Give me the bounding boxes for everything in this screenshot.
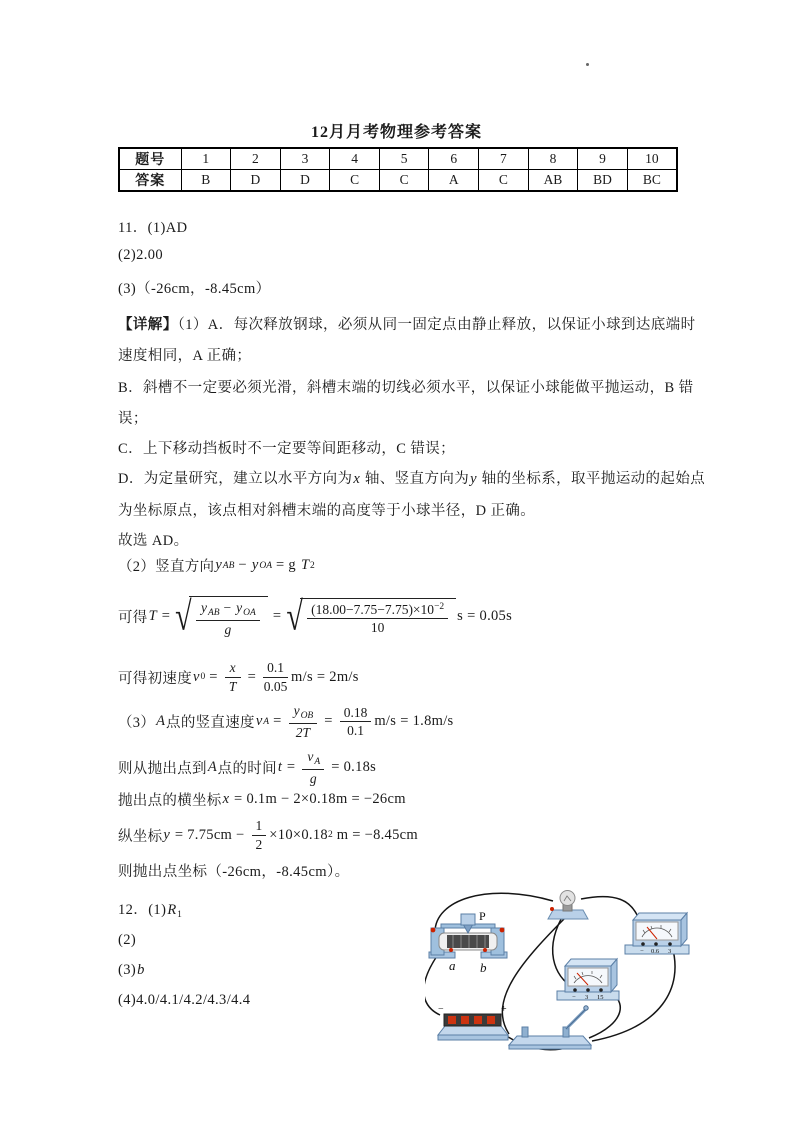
radical: √ $\frac{(18.00-7.75-7.75)\times 10^{-2}}{10}$ <box>286 598 456 636</box>
detail-label: 【详解】 <box>118 317 178 333</box>
ammeter-minus-label: − <box>640 948 644 955</box>
question-number-label: 题号 <box>119 148 181 170</box>
question-number-cell: 8 <box>528 148 578 170</box>
question-number-cell: 2 <box>231 148 281 170</box>
question-number-cell: 1 <box>181 148 231 170</box>
question-number-cell: 3 <box>280 148 330 170</box>
answer-cell: D <box>280 170 330 192</box>
rheostat <box>429 909 507 975</box>
circuit-diagram <box>425 888 790 1060</box>
q12-answer-4: (4)4.0/4.1/4.2/4.3/4.4 <box>118 992 251 1008</box>
battery-minus-label: − <box>438 1004 444 1015</box>
ammeter-06-label: 0.6 <box>651 948 660 955</box>
q11-detail-line-3: B．斜槽不一定要必须光滑，斜槽末端的切线必须水平，以保证小球能做平抛运动，B 错 <box>118 380 694 396</box>
q11-conclusion: 则抛出点坐标（-26cm，-8.45cm）。 <box>118 864 350 880</box>
table-row <box>119 148 677 170</box>
rheostat-terminal-b-dot <box>483 948 487 952</box>
switch <box>509 1006 591 1049</box>
question-number-cell: 6 <box>429 148 479 170</box>
q11-detail-line-5: C．上下移动挡板时不一定要等间距移动，C 错误； <box>118 441 456 457</box>
question-number-cell: 7 <box>479 148 529 170</box>
answer-cell: B <box>181 170 231 192</box>
q11-detail-line-7: 为坐标原点，该点相对斜槽末端的高度等于小球半径，D 正确。 <box>118 503 536 519</box>
answer-cell: C <box>479 170 529 192</box>
q11-answer-2: (2)2.00 <box>118 247 164 263</box>
terminal-b-label: b <box>480 960 487 975</box>
formula-vertical: （2）竖直方向 y AB − y OA = g T 2 <box>118 557 315 575</box>
q11-answer-1: 11．(1)AD <box>118 220 188 236</box>
answer-label: 答案 <box>119 170 181 192</box>
var-x: x <box>353 471 360 487</box>
question-number-cell: 4 <box>330 148 380 170</box>
answer-table <box>118 147 678 192</box>
formula-y: 纵坐标 y = 7.75cm − $\frac{1}{2}$ ×10×0.18 2 m = −8.45cm <box>118 818 418 852</box>
slider-label: P <box>479 909 486 923</box>
q11-detail-line-1: 【详解】（1）A．每次释放钢球，必须从同一固定点由静止释放，以保证小球到达底端时 <box>118 317 696 333</box>
battery-plus-label: + <box>501 1004 507 1015</box>
q12-answer-2: (2) <box>118 932 137 948</box>
q11-detail-line-2: 速度相同，A 正确； <box>118 348 252 364</box>
answer-cell: C <box>330 170 380 192</box>
voltmeter-15-label: 15 <box>597 994 604 1001</box>
page-title: 12月月考物理参考答案 <box>310 124 482 141</box>
rheostat-terminal-a-dot <box>449 948 453 952</box>
voltmeter <box>557 959 619 1001</box>
bulb-terminal-red <box>550 907 554 911</box>
answer-cell: C <box>379 170 429 192</box>
light-bulb <box>548 891 588 920</box>
q11-detail-line-6: D．为定量研究，建立以水平方向为x 轴、竖直方向为y 轴的坐标系，取平抛运动的起始点 <box>118 471 706 487</box>
answer-cell: BD <box>578 170 628 192</box>
q12-answer-3: (3)b <box>118 962 145 978</box>
formula-vA: （3） A 点的竖直速度 v A = $\frac{y_{OB}}{2T}$ = $\frac{0.18}{0.1}$ m/s = 1.8m/s <box>118 703 454 740</box>
q11-detail-line-4: 误； <box>118 411 148 427</box>
ammeter <box>625 913 689 955</box>
question-number-cell: 9 <box>578 148 628 170</box>
rheostat-terminal-red-right <box>500 928 505 933</box>
var-y: y <box>470 471 477 487</box>
voltmeter-minus-label: − <box>572 994 576 1001</box>
answer-cell: A <box>429 170 479 192</box>
rheostat-terminal-red-left <box>431 928 436 933</box>
q11-answer-3: (3)（-26cm，-8.45cm） <box>118 281 271 297</box>
answer-cell: AB <box>528 170 578 192</box>
battery-pack <box>438 1004 508 1040</box>
q12-answer-1: 12．$(1)R_1$ <box>118 902 182 920</box>
q11-detail-line-8: 故选 AD。 <box>118 533 189 549</box>
answer-cell: BC <box>627 170 677 192</box>
formula-v0: 可得初速度 v 0 = $\frac{x}{T}$ = $\frac{0.1}{0.05}$ m/s = 2m/s <box>118 660 359 694</box>
question-number-cell: 10 <box>627 148 677 170</box>
stray-dot <box>586 63 589 66</box>
voltmeter-3-label: 3 <box>585 994 589 1001</box>
formula-t: 则从抛出点到 A 点的时间 t = $\frac{v_A}{g}$ = 0.18s <box>118 749 377 786</box>
radical: √ $\frac{y_{AB} - y_{OA}}{g}$ <box>175 596 268 637</box>
question-number-cell: 5 <box>379 148 429 170</box>
formula-T: 可得 T = √ $\frac{y_{AB} - y_{OA}}{g}$ = √ $\frac{(18.00-7.75-7.75)\times 10^{-2}}{10}$ s = 0.05s <box>118 594 513 639</box>
ammeter-3-label: 3 <box>668 948 672 955</box>
formula-x: 抛出点的横坐标 x = 0.1m − 2×0.18m = −26cm <box>118 791 406 809</box>
table-row <box>119 170 677 192</box>
terminal-a-label: a <box>449 958 456 973</box>
answer-cell: D <box>231 170 281 192</box>
